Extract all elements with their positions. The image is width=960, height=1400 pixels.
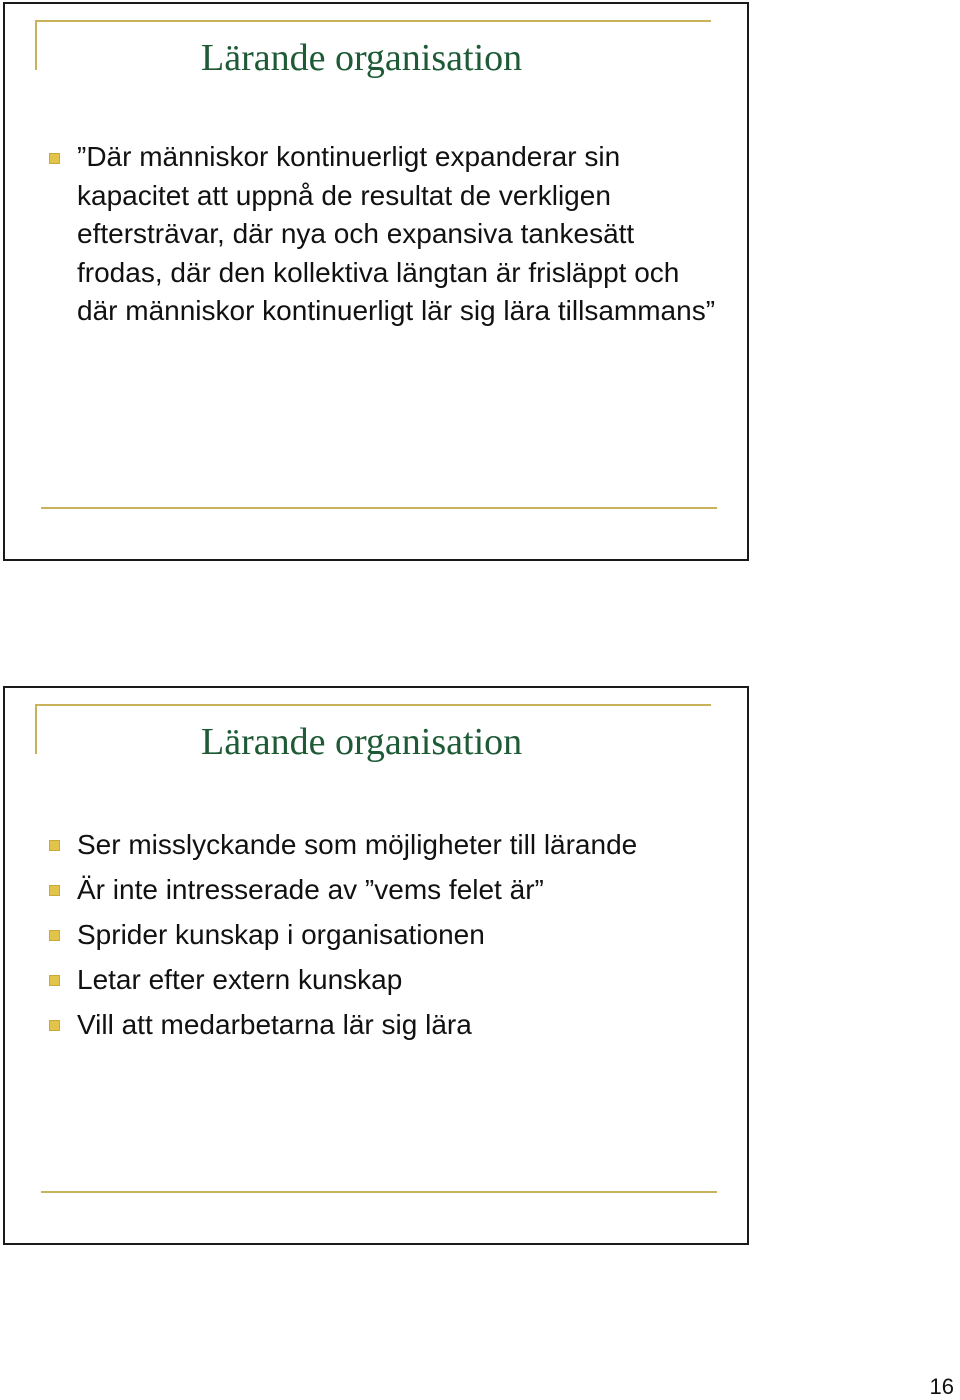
square-bullet-icon bbox=[49, 930, 60, 941]
left-accent-tick bbox=[35, 704, 37, 754]
bottom-accent-rule bbox=[41, 507, 717, 509]
bullet-text: Är inte intresserade av ”vems felet är” bbox=[77, 874, 544, 905]
bottom-accent-rule bbox=[41, 1191, 717, 1193]
bullet-item bbox=[45, 822, 637, 867]
slide-title: Lärande organisation bbox=[201, 37, 523, 79]
bullet-item bbox=[45, 138, 717, 331]
square-bullet-icon bbox=[49, 975, 60, 986]
bullet-list bbox=[45, 138, 717, 331]
slide-2 bbox=[3, 686, 749, 1245]
top-accent-rule bbox=[35, 20, 711, 22]
square-bullet-icon bbox=[49, 885, 60, 896]
bullet-text: Sprider kunskap i organisationen bbox=[77, 919, 485, 950]
bullet-text: Letar efter extern kunskap bbox=[77, 964, 403, 995]
bullet-item bbox=[45, 957, 637, 1002]
bullet-text: ”Där människor kontinuerligt expanderar sin kapacitet att uppnå de resultat de verkligen eftersträvar, där nya och expansiva tankesätt frodas, där den kollektiva längtan är frisläppt och där människor kontinuerligt lär sig lära tillsammans” bbox=[77, 141, 716, 326]
bullet-item bbox=[45, 867, 637, 912]
page-number: 16 bbox=[929, 1374, 954, 1399]
slide-title: Lärande organisation bbox=[201, 721, 523, 763]
square-bullet-icon bbox=[49, 1020, 60, 1031]
bullet-item bbox=[45, 1002, 637, 1047]
left-accent-tick bbox=[35, 20, 37, 70]
bullet-item bbox=[45, 912, 637, 957]
bullet-text: Ser misslyckande som möjligheter till lärande bbox=[77, 829, 638, 860]
square-bullet-icon bbox=[49, 153, 60, 164]
top-accent-rule bbox=[35, 704, 711, 706]
bullet-text: Vill att medarbetarna lär sig lära bbox=[77, 1009, 472, 1040]
bullet-list bbox=[45, 822, 637, 1047]
square-bullet-icon bbox=[49, 840, 60, 851]
slide-1 bbox=[3, 2, 749, 561]
